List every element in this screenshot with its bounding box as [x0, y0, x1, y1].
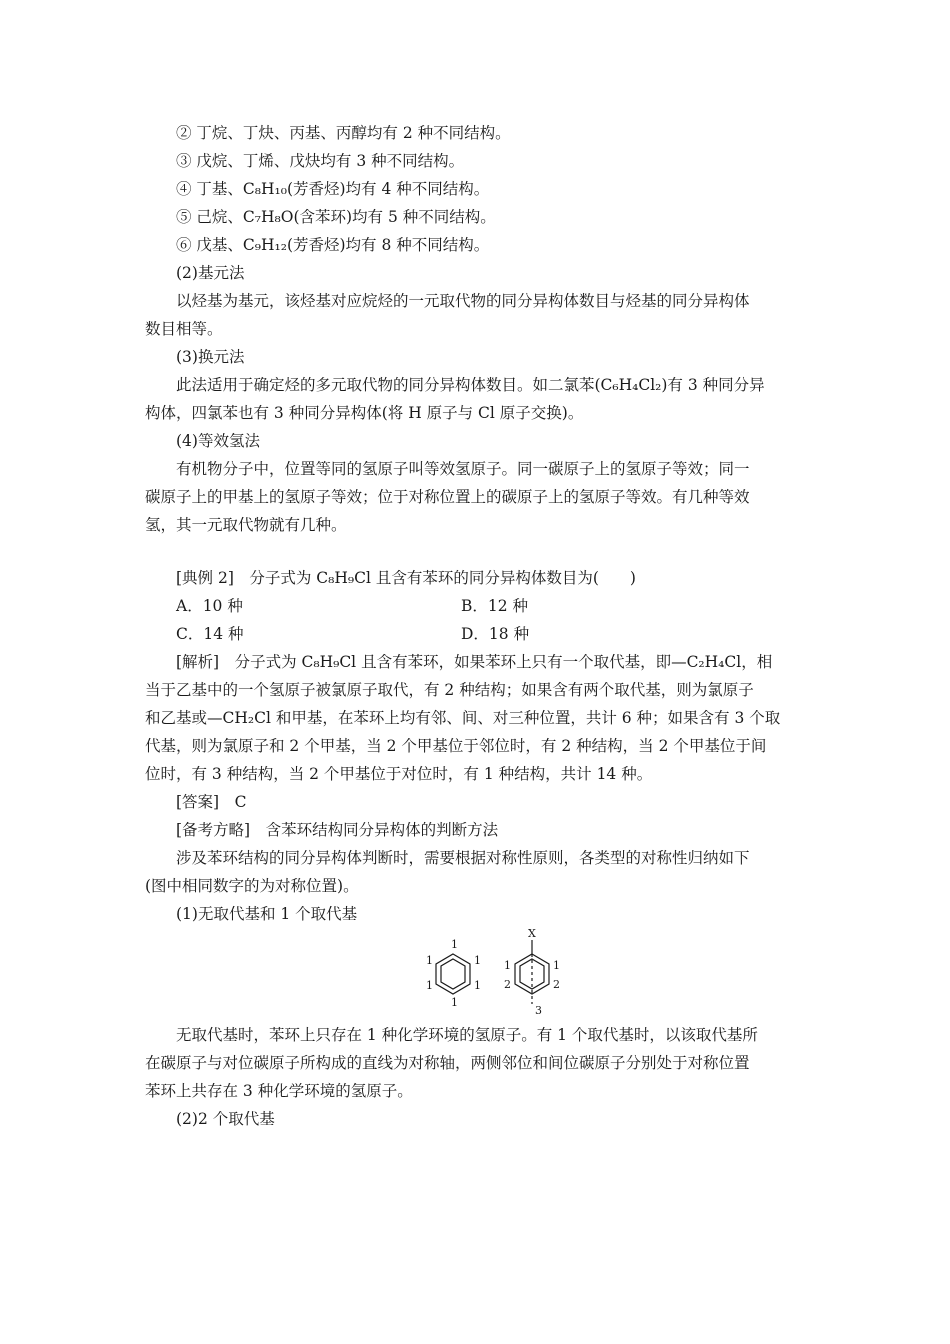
ring2-para: 3 [535, 1004, 542, 1017]
paragraph-line: 有机物分子中，位置等同的氢原子叫等效氢原子。同一碳原子上的氢原子等效；同一 [176, 460, 750, 478]
example-question: [典例 2] 分子式为 C₈H₉Cl 且含有苯环的同分异构体数目为( ) [176, 569, 636, 587]
text-line: ④ 丁基、C₈H₁₀(芳香烃)均有 4 种不同结构。 [176, 180, 490, 198]
paragraph-line: 此法适用于确定烃的多元取代物的同分异构体数目。如二氯苯(C₆H₄Cl₂)有 3 种同分异 [176, 376, 765, 394]
paragraph-line: 数目相等。 [145, 320, 223, 338]
text-line: ⑥ 戊基、C₉H₁₂(芳香烃)均有 8 种不同结构。 [176, 236, 490, 254]
paragraph-line: 苯环上共存在 3 种化学环境的氢原子。 [145, 1082, 413, 1100]
strategy-heading: [备考方略] 含苯环结构同分异构体的判断方法 [176, 821, 499, 839]
analysis-line: 当于乙基中的一个氢原子被氯原子取代，有 2 种结构；如果含有两个取代基，则为氯原子 [145, 681, 754, 699]
option-d: D．18 种 [461, 625, 530, 643]
ring2-ortho-left: 1 [504, 959, 511, 972]
paragraph-line: 在碳原子与对位碳原子所构成的直线为对称轴，两侧邻位和间位碳原子分别处于对称位置 [145, 1054, 750, 1072]
analysis-line: [解析] 分子式为 C₈H₉Cl 且含有苯环，如果苯环上只有一个取代基，即—C₂H₄Cl，相 [176, 653, 773, 671]
ring1-label-upper-left: 1 [426, 954, 433, 967]
ring1-label-bottom: 1 [451, 996, 458, 1009]
ring2-meta-right: 2 [553, 978, 560, 991]
paragraph-line: 以烃基为基元，该烃基对应烷烃的一元取代物的同分异构体数目与烃基的同分异构体 [176, 292, 750, 310]
section-heading: (2)基元法 [176, 264, 245, 282]
option-a: A．10 种 [176, 597, 243, 615]
section-heading: (1)无取代基和 1 个取代基 [176, 905, 358, 923]
ring1-label-lower-right: 1 [474, 979, 481, 992]
ring2-ortho-right: 1 [553, 959, 560, 972]
ring1-label-upper-right: 1 [474, 954, 481, 967]
analysis-line: 和乙基或—CH₂Cl 和甲基，在苯环上均有邻、间、对三种位置，共计 6 种；如果含有 3 个取 [145, 709, 781, 727]
text-line: ② 丁烷、丁炔、丙基、丙醇均有 2 种不同结构。 [176, 124, 511, 142]
ring2-meta-left: 2 [504, 978, 511, 991]
section-heading: (4)等效氢法 [176, 432, 260, 450]
analysis-line: 位时，有 3 种结构，当 2 个甲基位于对位时，有 1 种结构，共计 14 种。 [145, 765, 653, 783]
paragraph-line: 涉及苯环结构的同分异构体判断时，需要根据对称性原则，各类型的对称性归纳如下 [176, 849, 750, 867]
paragraph-line: 碳原子上的甲基上的氢原子等效；位于对称位置上的碳原子上的氢原子等效。有几种等效 [145, 488, 750, 506]
ring2-substituent-x: X [528, 927, 536, 940]
section-heading: (3)换元法 [176, 348, 245, 366]
benzene-symmetry-figure [415, 926, 605, 1018]
benzene-ring-1 [436, 954, 470, 994]
option-c: C．14 种 [176, 625, 244, 643]
ring1-label-top: 1 [451, 938, 458, 951]
paragraph-line: (图中相同数字的为对称位置)。 [145, 877, 359, 895]
ring1-label-lower-left: 1 [426, 979, 433, 992]
answer-line: [答案] C [176, 793, 247, 811]
section-heading: (2)2 个取代基 [176, 1110, 275, 1128]
text-line: ⑤ 己烷、C₇H₈O(含苯环)均有 5 种不同结构。 [176, 208, 496, 226]
analysis-line: 代基，则为氯原子和 2 个甲基，当 2 个甲基位于邻位时，有 2 种结构，当 2 个甲基位于间 [145, 737, 767, 755]
paragraph-line: 无取代基时，苯环上只存在 1 种化学环境的氢原子。有 1 个取代基时，以该取代基所 [176, 1026, 758, 1044]
paragraph-line: 氢，其一元取代物就有几种。 [145, 516, 347, 534]
paragraph-line: 构体，四氯苯也有 3 种同分异构体(将 H 原子与 Cl 原子交换)。 [145, 404, 584, 422]
text-line: ③ 戊烷、丁烯、戊炔均有 3 种不同结构。 [176, 152, 465, 170]
option-b: B．12 种 [461, 597, 529, 615]
benzene-ring-2 [515, 940, 549, 1004]
